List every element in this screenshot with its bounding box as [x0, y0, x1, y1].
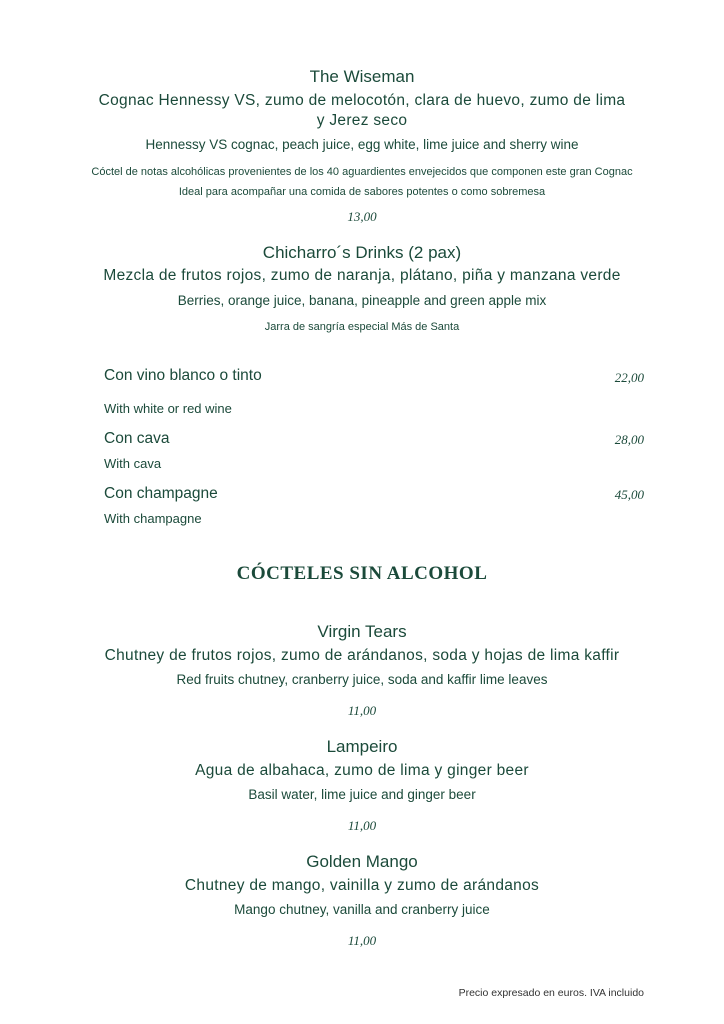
cocktail-name: The Wiseman	[309, 67, 415, 86]
cocktail-note: Cóctel de notas alcohólicas provenientes de los 40 aguardientes envejecidos que componen este gran Cognac	[91, 166, 633, 178]
option-label: Con cava	[104, 430, 170, 447]
cocktail-price: 11,00	[347, 818, 377, 833]
cocktail-name: Virgin Tears	[317, 622, 407, 641]
cocktail-description-es: Mezcla de frutos rojos, zumo de naranja, plátano, piña y manzana verde	[103, 267, 621, 284]
cocktail-price: 11,00	[347, 933, 377, 948]
option-label: Con vino blanco o tinto	[104, 367, 262, 384]
cocktail-description-en: Mango chutney, vanilla and cranberry juice	[234, 902, 490, 917]
option-price: 45,00	[614, 487, 644, 502]
cocktail-description-es: Chutney de frutos rojos, zumo de arándanos, soda y hojas de lima kaffir	[104, 647, 620, 664]
cocktail-description-en: Hennessy VS cognac, peach juice, egg white, lime juice and sherry wine	[145, 137, 579, 152]
option-label-en: With cava	[104, 456, 162, 471]
cocktail-description-en: Red fruits chutney, cranberry juice, soda and kaffir lime leaves	[176, 672, 548, 687]
cocktail-description-es: Agua de albahaca, zumo de lima y ginger beer	[195, 762, 529, 779]
section-heading: CÓCTELES SIN ALCOHOL	[236, 563, 488, 584]
cocktail-note: Jarra de sangría especial Más de Santa	[264, 321, 460, 333]
cocktail-name: Lampeiro	[326, 737, 398, 756]
footer-note: Precio expresado en euros. IVA incluido	[458, 987, 644, 999]
option-price: 28,00	[614, 432, 644, 447]
cocktail-description-en: Berries, orange juice, banana, pineapple and green apple mix	[177, 293, 547, 308]
cocktail-description-es: y Jerez seco	[316, 112, 408, 129]
cocktail-price: 13,00	[347, 209, 377, 224]
cocktail-description-es: Cognac Hennessy VS, zumo de melocotón, clara de huevo, zumo de lima	[98, 92, 626, 109]
option-label-en: With white or red wine	[104, 401, 232, 416]
cocktail-description-es: Chutney de mango, vainilla y zumo de arándanos	[184, 877, 540, 894]
cocktail-note: Ideal para acompañar una comida de sabores potentes o como sobremesa	[178, 186, 546, 198]
cocktail-name: Chicharro´s Drinks (2 pax)	[262, 243, 462, 262]
cocktail-price: 11,00	[347, 703, 377, 718]
cocktail-name: Golden Mango	[306, 852, 418, 871]
option-price: 22,00	[614, 370, 644, 385]
option-label-en: With champagne	[104, 511, 202, 526]
option-label: Con champagne	[104, 485, 218, 502]
cocktail-description-en: Basil water, lime juice and ginger beer	[248, 787, 476, 802]
